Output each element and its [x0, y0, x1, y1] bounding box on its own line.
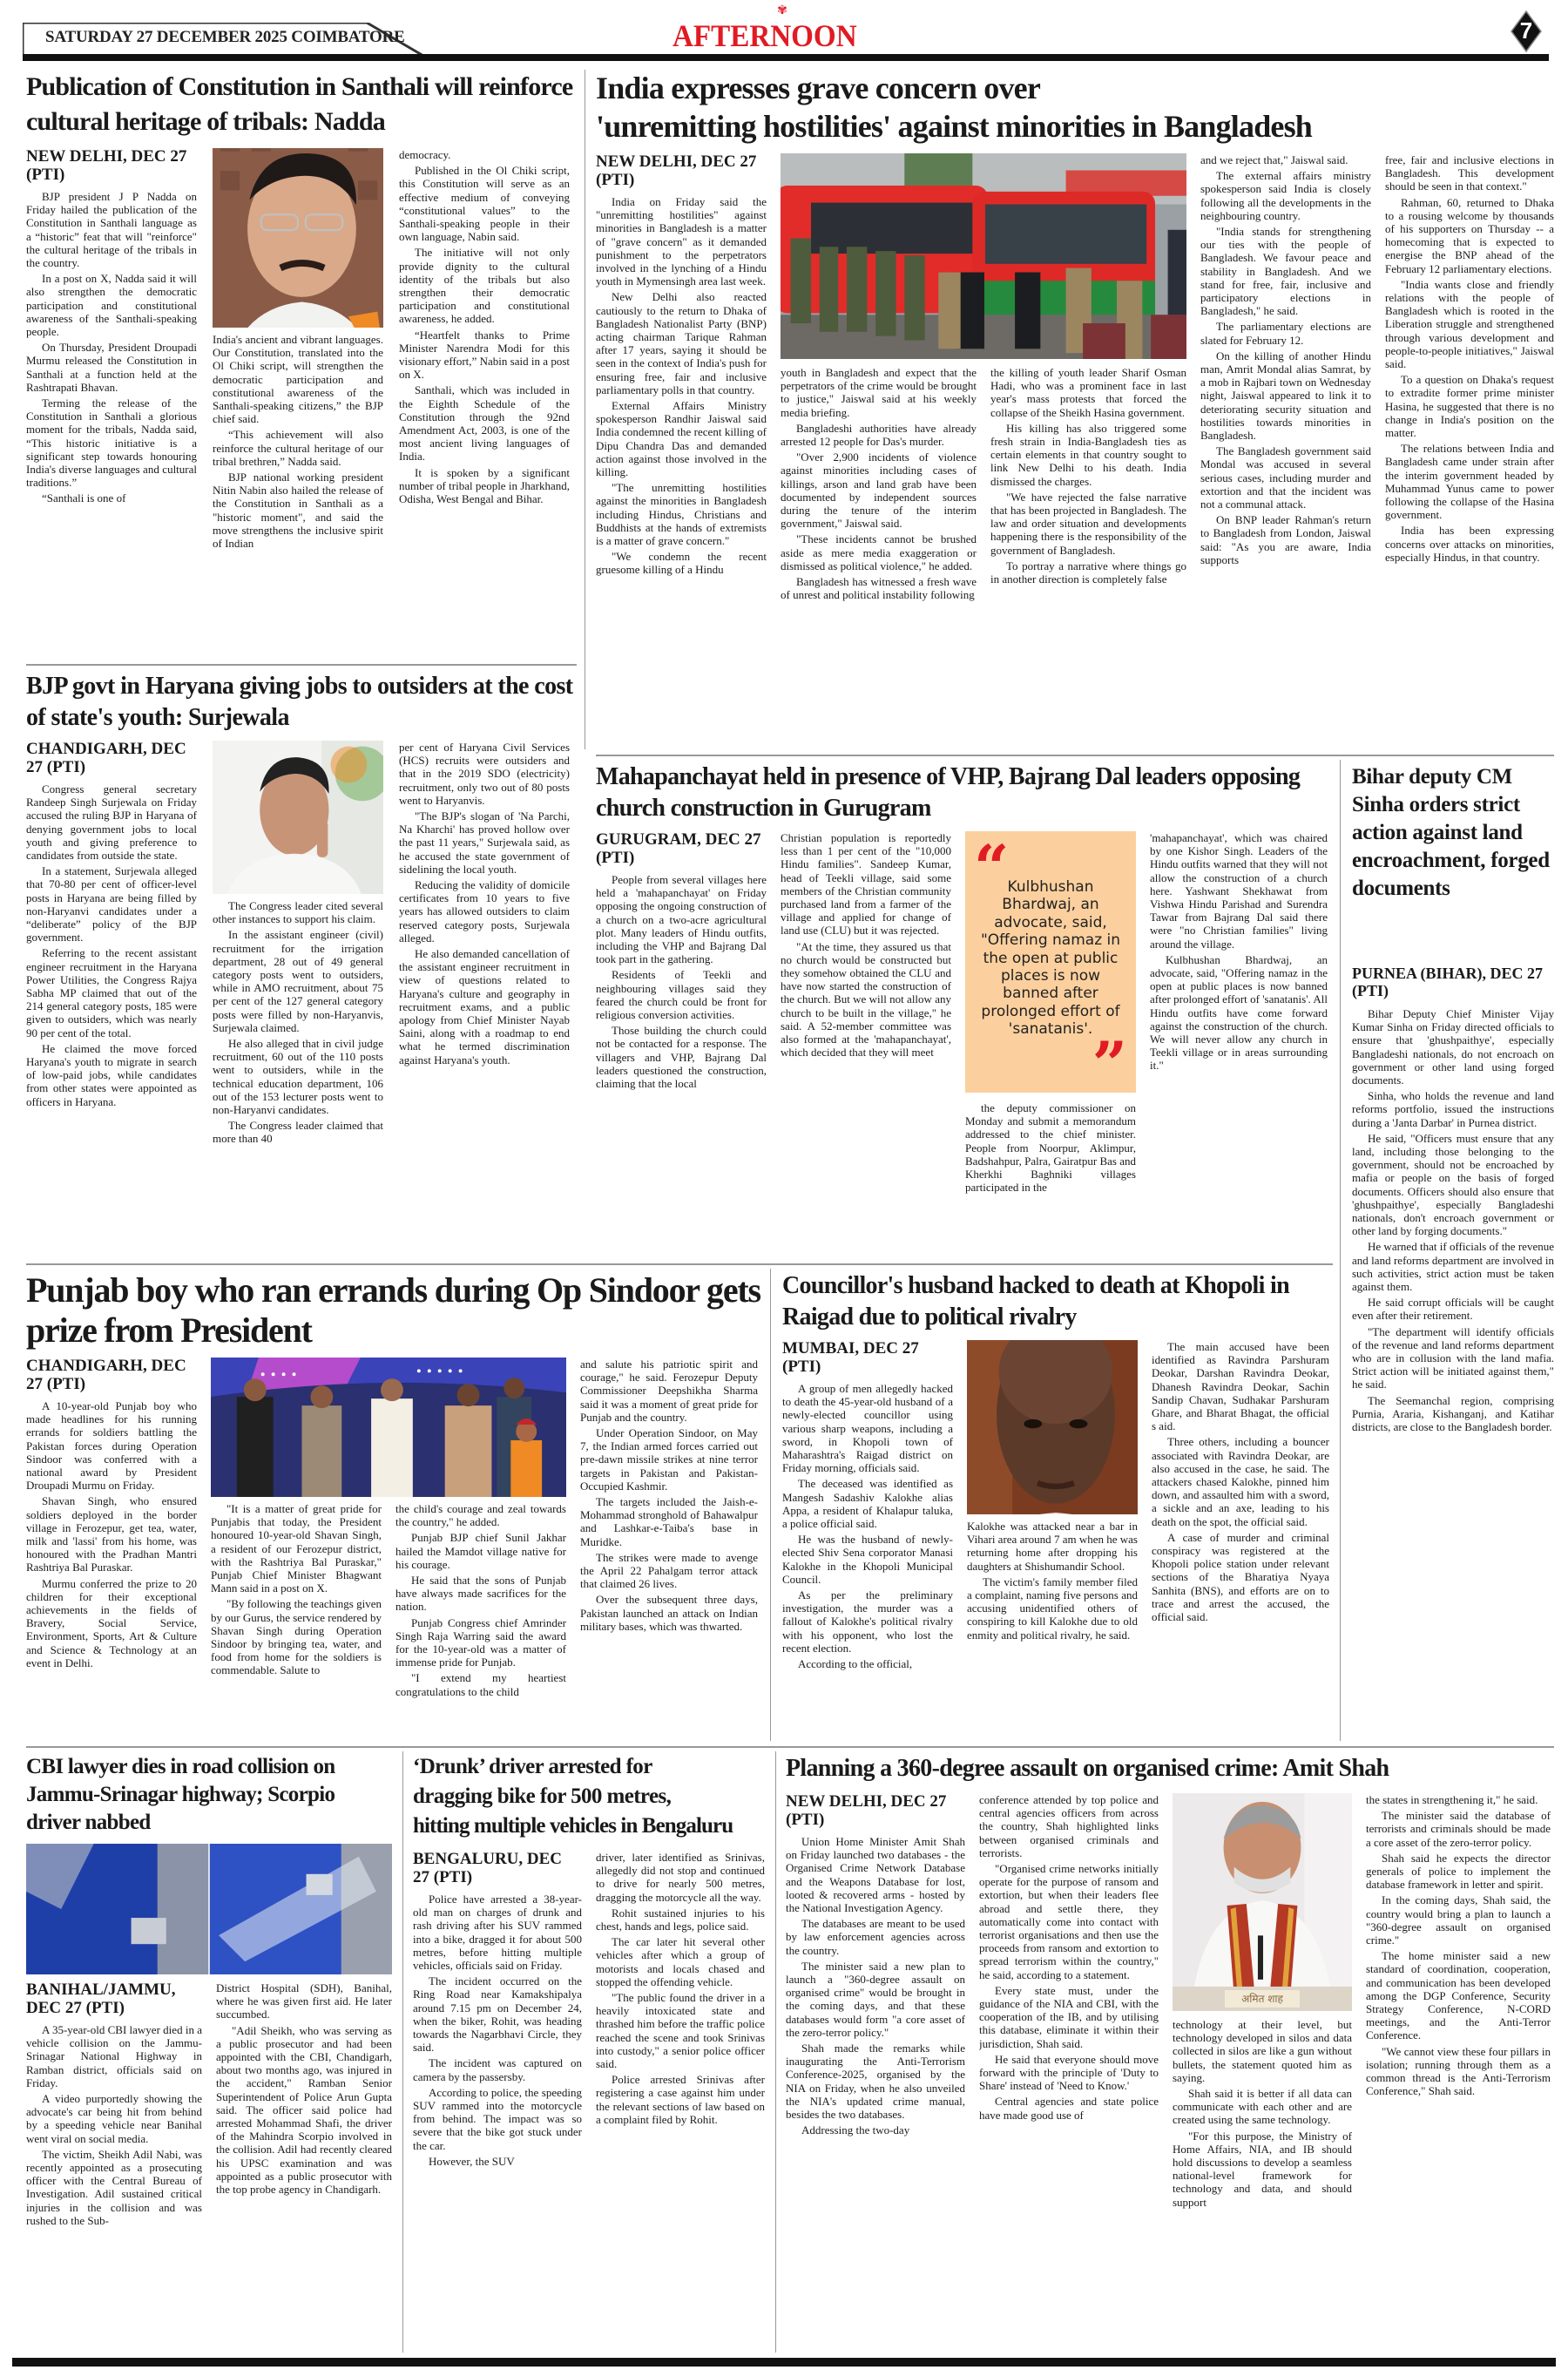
open-quote-icon: “ [974, 831, 1010, 904]
paragraph: "India wants close and friendly relations with the people of Bangladesh which is rooted in the Liberation struggle and strengthened through various development and people-to-people initiatives," Jaiswal said. [1385, 277, 1554, 371]
article-body-col5 [1385, 153, 1554, 748]
page-number-badge [1511, 10, 1542, 52]
article-headline: Bihar deputy CM Sinha orders strict action against land encroachment, forged documents [1352, 765, 1550, 900]
paragraph: Under Operation Sindoor, on May 7, the Indian armed forces carried out pre-dawn missile strikes at nine terror targets in Pakistan and Pakistan-Occupied Kashmir. [580, 1426, 758, 1493]
paragraph: "The public found the driver in a heavily intoxicated state and thrashed him before the traffic police reached the scene and took Srinivas into custody," a senior police officer said. [596, 1991, 765, 2071]
masthead [0, 0, 1568, 66]
paragraph: Bangladesh has witnessed a fresh wave of unrest and political instability following [781, 575, 977, 602]
paragraph: Addressing the two-day [801, 2123, 910, 2137]
masthead-rule [23, 54, 1549, 61]
article-body-col1 [26, 782, 197, 1256]
paragraph: Christian population is reportedly less than 1 per cent of the "10,000 Hindu families". Sandeep Kumar, head of Teekli village, said some members of the Christian community purchased land from a farmer of the village and applied for change of land use (CLU) but it was rejected. [781, 831, 951, 938]
pull-quote [965, 831, 1136, 1100]
article-body-col2 [967, 1520, 1138, 1739]
paragraph: In a post on X, Nadda said it will also strengthen the democratic participation and constitutional awareness of the Santhali-speaking people. [26, 272, 197, 339]
paragraph: On the killing of another Hindu man, Amrit Mondal alias Samrat, by a mob in Rajbari town on Wednesday night, Jaiswal appeared to link it to deteriorating security situation and hostilities towards minorities in Bangladesh. [1200, 349, 1371, 443]
paragraph: External Affairs Ministry spokesperson Randhir Jaiswal said India condemned the recent killing of Dipu Chandra Das and demanded action against those involved in the killing. [596, 399, 767, 479]
paragraph: He said that everyone should move forward with the principle of 'Duty to Share' instead of 'Need to Know.' [979, 2052, 1159, 2093]
paragraph: In the assistant engineer (civil) recruitment for the irrigation department, 28 out of 49 general category posts went to outsiders, while in AMO recruitment, about 75 per cent of the 127 general category posts were filled by non-Haryanvis, Surjewala claimed. [213, 928, 383, 1034]
paragraph: and we reject that," Jaiswal said. [1200, 153, 1348, 166]
paragraph: conference attended by top police and central agencies officers from across the country, Shah highlighted links between organised criminals and terrorists. [979, 1793, 1159, 1859]
paragraph: Those building the church could not be contacted for a response. The villagers and VHP, Bajrang Dal leaders questioned the construction, claiming that the local [596, 1024, 767, 1091]
paragraph: The targets included the Jaish-e-Mohammad stronghold of Bahawalpur and Lashkar-e-Taiba's base in Muridke. [580, 1495, 758, 1548]
paragraph: driver, later identified as Srinivas, allegedly did not stop and continued to drive for nearly 500 metres, dragging the motorcycle all the way. [596, 1851, 765, 1904]
paragraph: Shah said it is better if all data can communicate with each other and are created using the same technology. [1173, 2087, 1352, 2127]
article-body-col1 [26, 2023, 202, 2353]
paragraph: India on Friday said the "unremitting hostilities" against minorities in Bangladesh is a matter of "grave concern" as it demanded punishment to the perpetrators involved in the lynching of a Hindu youth in Mymensingh area last week. [596, 195, 767, 288]
paragraph: He claimed the move forced Haryana's youth to migrate in search of low-paid jobs, while candidates from other states were appointed as officers in Haryana. [26, 1041, 197, 1108]
article-dateline: PURNEA (BIHAR), DEC 27 (PTI) [1352, 965, 1544, 999]
paragraph: A video purportedly showing the advocate's car being hit from behind by a speeding vehicle near Banihal went viral on social media. [26, 2092, 202, 2145]
article-body-col1 [413, 1893, 582, 2353]
paragraph: "Adil Sheikh, who was serving as a public prosecutor and had been appointed with the CBI, Chandigarh, about two months ago, was injured in the accident," Ramban Senior Superintendent of Police Arun Gupta said. The officer said police had arrested Mohammad Shafi, the driver of the Mahindra Scorpio involved in the collision. Adil had recently cleared his UPSC examination and was appointed as a public prosecutor with the top probe agency in Chandigarh. [216, 2023, 392, 2197]
paragraph: Kalokhe was attacked near a bar in Vihari area around 7 am when he was returning home after dropping his daughters at Shishumandir School. [967, 1520, 1138, 1573]
article-dateline: BANIHAL/JAMMU, DEC 27 (PTI) [26, 1981, 176, 2017]
article-mahapanchayat [596, 762, 1333, 1258]
article-body-col3 [965, 1101, 1136, 1256]
article-headline: Mahapanchayat held in presence of VHP, Bajrang Dal leaders opposing church construction in Gurugram [596, 763, 1301, 822]
paragraph: The parliamentary elections are slated for February 12. [1200, 320, 1371, 347]
paragraph: The home minister said a new standard of coordination, cooperation, and communication has been developed among the DGP Conference, Security Strategy Conference, N-CORD meetings, and the Anti-Terror Conference. [1366, 1949, 1551, 2042]
paragraph: Three others, including a bouncer associated with Ravindra Deokar, are also accused in the case, he said. The attackers chased Kalokhe, pinned him down, and assaulted him with a sword, a sickle and an axe, leading to his death on the spot, the official said. [1152, 1435, 1329, 1528]
section-divider [596, 755, 1554, 756]
article-body-col3 [399, 148, 570, 657]
paragraph: His killing has also triggered some fresh strain in India-Bangladesh ties as certain elements in that country sought to link New Delhi to his death. India dismissed the charges. [990, 421, 1186, 488]
photo-nameplate: अमित शाह [1225, 1990, 1300, 2008]
article-dateline: GURUGRAM, DEC 27 (PTI) [596, 830, 761, 867]
crash-cctv-photo [26, 1844, 392, 1974]
article-body-col2 [213, 333, 383, 657]
article-body-col2 [979, 1793, 1159, 2353]
paragraph: People from several villages here held a 'mahapanchayat' on Friday opposing the ongoing construction of a church on a two-acre agricultural plot. Many leaders of Hindu outfits, including the VHP and Bajrang Dal took part in the gathering. [596, 873, 767, 966]
paragraph: the child's courage and zeal towards the country," he added. [395, 1502, 566, 1529]
paragraph: “This achievement will also reinforce the cultural heritage of our tribal brethren,” Nadda said. [213, 428, 383, 468]
paragraph: The incident was captured on camera by the passersby. [413, 2056, 582, 2083]
paragraph: technology at their level, but technology developed in silos and data collected in silos are like a gun without bullets, the statement quoted him as saying. [1173, 2018, 1352, 2084]
paragraph: 'mahapanchayat', which was chaired by one Kishor Singh. Leaders of the Hindu outfits warned that they will not allow the construction of a church here. Yashwant Shekhawat from Vishwa Hindu Parishad and Surendra Tawar from Bajrang Dal said there were "no Christian families" living around the village. [1150, 831, 1328, 951]
paragraph: Central agencies and state police have made good use of [979, 2095, 1159, 2122]
paragraph: "Organised crime networks initially operate for the purpose of ransom and extortion, but when their leaders flee abroad and settle there, they automatically come into contact with terrorist organisations and then use the proceeds from ransom and extortion to spread terrorism within the country," he said, according to a statement. [979, 1862, 1159, 1981]
page-number: 7 [1519, 17, 1533, 44]
paper-title: AFTERNOON [672, 18, 857, 53]
article-dateline: CHANDIGARH, DEC 27 (PTI) [26, 740, 186, 776]
paragraph: Shavan Singh, who ensured soldiers deployed in the border village in Ferozepur, get tea, water, milk and 'lassi' from his home, was honoured with the Pradhan Mantri Rashtriya Bal Puraskar. [26, 1494, 197, 1574]
paragraph: "The BJP's slogan of 'Na Parchi, Na Kharchi' has proved hollow over the past 11 years," Surjewala said, as he accused the state government of sidelining the local youth. [399, 809, 570, 876]
paragraph: On BNP leader Rahman's return to Bangladesh from London, Jaiswal said: "As you are aware, India supports [1200, 513, 1371, 566]
article-body-col1 [786, 1835, 965, 2353]
article-haryana [26, 671, 577, 1258]
paragraph: District Hospital (SDH), Banihal, where he was given first aid. He later succumbed. [216, 1981, 392, 2021]
article-body-col3 [395, 1502, 566, 1739]
paragraph: He said corrupt officials will be caught even after their retirement. [1352, 1296, 1554, 1323]
footer-rule [12, 2358, 1556, 2367]
paragraph: The external affairs ministry spokesperson said India is closely following all the developments in the neighbouring country. [1200, 169, 1371, 222]
section-divider [26, 1746, 1554, 1748]
paragraph: India has been expressing concerns over attacks on minorities, especially Hindus, in that country. [1385, 524, 1554, 564]
article-councillor [782, 1270, 1333, 1741]
paragraph: The victim, Sheikh Adil Nabi, was recently appointed as a prosecuting officer with the Central Bureau of Investigation. Adil sustained critical injuries in the collision and was rushed to the Sub- [26, 2147, 202, 2227]
article-body-col2 [781, 366, 977, 748]
article-dateline: BENGALURU, DEC 27 (PTI) [413, 1850, 563, 1886]
article-headline-line1: ‘Drunk’ driver arrested for [413, 1755, 652, 1778]
paragraph: Santhali, which was included in the Eighth Schedule of the Constitution through the 92nd Amendment Act, 2003, is one of the most ancient living languages of India. [399, 383, 570, 464]
article-body-col3 [1173, 2018, 1352, 2353]
paragraph: "It is a matter of great pride for Punjabis that today, the President honoured 10-year-old Shavan Singh, a resident of our Ferozepur district, with the Rashtriya Bal Puraskar," Punjab Chief Minister Bhagwant Mann said in a post on X. [211, 1502, 382, 1595]
article-body-col2 [781, 831, 951, 1256]
paragraph: New Delhi also reacted cautiously to the return to Dhaka of Bangladesh Nationalist Party (BNP) acting chairman Tarique Rahman after 17 years, saying it should be seen in the context of India's push for ensuring free, fair and inclusive parliamentary polls in that country. [596, 290, 767, 396]
paragraph: He said, "Officers must ensure that any land, including those belonging to the government, should not be encroached by mafia or people on the basis of forged documents. Officers should also ensure that 'ghushpaithye', especially Bangladeshi nationals, don't encroach government or other land by forging documents." [1352, 1131, 1554, 1238]
paragraph: Congress general secretary Randeep Singh Surjewala on Friday accused the ruling BJP in Haryana of denying government jobs to local youth and giving preference to candidates from outside the state. [26, 782, 197, 863]
paragraph: Published in the Ol Chiki script, this Constitution will serve as an effective medium of conveying “constitutional values” to the Santhali-speaking people in their own language, Nabin said. [399, 164, 570, 244]
paragraph: BJP president J P Nadda on Friday hailed the publication of the Constitution in Santhali language as a “historic” feat that will "reinforce" the cultural heritage of the tribals in the country. [26, 190, 197, 270]
paragraph: "India stands for strengthening our ties with the people of Bangladesh. We favour peace and stability in Bangladesh. And we stand for free, fair, inclusive and participatory elections in Bangladesh," he said. [1200, 225, 1371, 318]
column-divider [402, 1751, 403, 2353]
article-body-col2 [596, 1851, 765, 2353]
paragraph: It is spoken by a significant number of tribal people in Jharkhand, Odisha, West Bengal and Bihar. [399, 465, 570, 506]
paragraph: the deputy commissioner on Monday and submit a memorandum addressed to the chief minister. People from Noorpur, Aklimpur, Badshahpur, Palra, Gairatpur Bas and Kherkhi Baghniki villages participated in the [965, 1101, 1136, 1195]
article-punjab [26, 1270, 763, 1741]
paragraph: "For this purpose, the Ministry of Home Affairs, NIA, and IB should hold discussions to develop a seamless national-level framework for technology and data, and should support [1173, 2129, 1352, 2209]
article-dateline: CHANDIGARH, DEC 27 (PTI) [26, 1357, 186, 1393]
victim-photo [967, 1340, 1138, 1514]
paragraph: democracy. [399, 148, 451, 161]
column-divider [775, 1751, 776, 2353]
article-body-col2 [213, 899, 383, 1256]
paragraph: "We have rejected the false narrative that has been projected in Bangladesh. The law and order situation and developments happening there is the responsibility of the government of Bangladesh. [990, 490, 1186, 557]
article-body-col1 [26, 190, 197, 657]
paragraph: To portray a narrative where things go in another direction is completely false [990, 559, 1186, 586]
paragraph: He said that the sons of Punjab have always made sacrifices for the nation. [395, 1574, 566, 1614]
paragraph: The databases are meant to be used by law enforcement agencies across the country. [786, 1917, 965, 1957]
article-headline-line1: India expresses grave concern over [596, 71, 1041, 105]
paragraph: In a statement, Surjewala alleged that 70-80 per cent of officer-level posts in Haryana are being filled by non-Haryanvi candidates under a “deliberate” policy of the BJP government. [26, 864, 197, 945]
paragraph: A 35-year-old CBI lawyer died in a vehicle collision on the Jammu-Srinagar National Highway in Ramban district, officials said on Friday. [26, 2023, 202, 2089]
article-headline: BJP govt in Haryana giving jobs to outsiders at the cost of state's youth: Surjewala [26, 673, 573, 731]
paragraph: Punjab Congress chief Amrinder Singh Raja Warring said the award for the 10-year-old was a matter of immense pride for Punjab. [395, 1615, 566, 1669]
paragraph: According to police, the speeding SUV rammed into the motorcycle from behind. The impact was so severe that the bike got stuck under the car. [413, 2085, 582, 2152]
paragraph: Rahman, 60, returned to Dhaka to a rousing welcome by thousands of his supporters on Thursday -- a homecoming that is expected to energise the BNP ahead of the February 12 parliamentary elections. [1385, 195, 1554, 275]
paragraph: “Santhali is one of [42, 491, 126, 505]
article-body-col2 [216, 1981, 392, 2353]
issue-dateline: SATURDAY 27 DECEMBER 2025 COIMBATORE [45, 28, 405, 46]
article-headline: Councillor's husband hacked to death at Khopoli in Raigad due to political rivalry [782, 1272, 1289, 1331]
paragraph: As per the preliminary investigation, the murder was a fallout of Kalokhe's political rivalry with his opponent, who lost the recent election. [782, 1588, 953, 1655]
article-bangladesh [596, 70, 1554, 749]
paragraph: the killing of youth leader Sharif Osman Hadi, who was a prominent face in last year's mass protests that forced the collapse of the Sheikh Hasina government. [990, 366, 1186, 419]
paragraph: Shah made the remarks while inaugurating the Anti-Terrorism Conference-2025, organised by the NIA on Friday, when he also unveiled the NIA's updated crime manual, besides the two databases. [786, 2042, 965, 2122]
paragraph: The Congress leader cited several other instances to support his claim. [213, 899, 383, 926]
paragraph: A case of murder and criminal conspiracy was registered at the Khopoli police station under relevant sections of the Bharatiya Nyaya Sanhita (BNS), and efforts are on to trace and arrest the accused, the official said. [1152, 1530, 1329, 1624]
paragraph: Police have arrested a 38-year-old man on charges of drunk and rash driving after his SUV rammed into a bike, dragged it for about 500 metres, before hitting multiple vehicles, officials said on Friday. [413, 1893, 582, 1973]
article-cbi [26, 1753, 392, 2354]
article-drunk-driver [413, 1753, 765, 2354]
column-divider [770, 1269, 771, 1741]
paragraph: free, fair and inclusive elections in Bangladesh. This development should be seen in that context." [1385, 153, 1554, 193]
article-dateline: NEW DELHI, DEC 27 (PTI) [786, 1792, 947, 1829]
amit-shah-photo [1173, 1793, 1352, 2011]
paragraph: The Seemanchal region, comprising Purnia, Araria, Kishanganj, and Katihar districts, are close to the Bangladesh border. [1352, 1393, 1554, 1434]
article-santhali [26, 70, 577, 659]
section-divider [26, 1263, 1333, 1265]
article-headline-line2: 'unremitting hostilities' against minorities in Bangladesh [596, 109, 1313, 144]
pull-quote-text: Kulbhushan Bhardwaj, an advocate, said, "Offering namaz in the open at public places is now banned after prolonged effort of 'sanatanis'. [980, 878, 1121, 1039]
paragraph: Kulbhushan Bhardwaj, an advocate, said, "Offering namaz in the open at public places is now banned after prolonged effort of 'sanatanis'. All Hindu outfits have come forward against the construction of the church. We will never allow any church in Teekli village or in areas surrounding it." [1150, 952, 1328, 1073]
paragraph: Police arrested Srinivas after registering a case against him under the relevant sections of law based on a complaint filed by Rohit. [596, 2073, 765, 2126]
paragraph: Bihar Deputy Chief Minister Vijay Kumar Sinha on Friday directed officials to ensure that 'ghushpaithye', especially Bangladeshi nationals, do not encroach on government or other land using forged documents. [1352, 1007, 1554, 1087]
article-body-col1 [26, 1399, 197, 1739]
paragraph: Referring to the recent assistant engineer recruitment in the Haryana Power Utilities, the Congress Rajya Sabha MP claimed that out of the 214 general category posts, 185 were given to outsiders, which was nearly 90 per cent of the total. [26, 946, 197, 1039]
paragraph: The initiative will not only provide dignity to the cultural identity of the tribals but also strengthen their democratic participation and constitutional awareness, he added. [399, 246, 570, 326]
paragraph: The deceased was identified as Mangesh Sadashiv Kalokhe alias Appa, a resident of Khalapur taluka, a police official said. [782, 1477, 953, 1531]
paragraph: Over the subsequent three days, Pakistan launched an attack on Indian military bases, which was thwarted. [580, 1593, 758, 1633]
article-headline: Punjab boy who ran errands during Op Sindoor gets prize from President [26, 1270, 760, 1350]
paragraph: BJP national working president Nitin Nabin also hailed the release of the Constitution in Santhali as a "historic moment", and said the move strengthens the inclusive spirit of Indian [213, 471, 383, 551]
article-body-col2 [211, 1502, 382, 1739]
paragraph: "We condemn the recent gruesome killing of a Hindu [596, 550, 767, 577]
paragraph: Terming the release of the Constitution in Santhali a glorious moment for the tribals, Nadda said, “This historic initiative is a significant step towards honouring India's diverse languages and cultural traditions.” [26, 396, 197, 490]
award-ceremony-photo [211, 1358, 566, 1497]
paragraph: "The department will identify officials of the revenue and land reforms department who are in collusion with the land mafia. Strict action will be initiated against them," he said. [1352, 1324, 1554, 1392]
paragraph: He also demanded cancellation of the assistant engineer recruitment in view of questions related to Haryana's culture and geography in recruitment exams, and a public apology from Chief Minister Nayab Saini, along with a roadmap to end what he termed discrimination against Haryana's youth. [399, 947, 570, 1066]
paragraph: Punjab BJP chief Sunil Jakhar hailed the Mamdot village native for his courage. [395, 1531, 566, 1571]
portrait-illustration [213, 741, 383, 894]
paragraph: The Bangladesh government said Mondal was accused in several serious cases, including murder and extortion and that the incident was not a communal attack. [1200, 444, 1371, 511]
portrait-illustration [967, 1340, 1138, 1514]
portrait-illustration [213, 148, 383, 328]
paragraph: "The unremitting hostilities against the minorities in Bangladesh including Hindus, Christians and Buddhists at the hands of extremists is a matter of grave concern." [596, 481, 767, 548]
paragraph: "Over 2,900 incidents of violence against minorities including cases of killings, arson and land grab have been documented by independent sources during the tenure of the interim government," Jaiswal said. [781, 450, 977, 531]
article-amit-shah [786, 1753, 1554, 2354]
article-body-col1 [596, 873, 767, 1256]
paragraph: Every state must, under the guidance of the NIA and CBI, with the cooperation of the IB, and by utilising this database, eliminate it within their jurisdiction, Shah said. [979, 1983, 1159, 2050]
paragraph: youth in Bangladesh and expect that the perpetrators of the crime would be brought to justice," Jaiswal said at his weekly media briefing. [781, 366, 977, 419]
nadda-photo [213, 148, 383, 328]
paragraph: The minister said a new plan to launch a "360-degree assault on organised crime" would be brought in the coming days, and that these databases would form "a core asset of the zero-terror policy." [786, 1959, 965, 2039]
paragraph: In the coming days, Shah said, the country would bring a plan to launch a "360-degree assault on organised crime." [1366, 1893, 1551, 1947]
paragraph: and salute his patriotic spirit and courage," he said. Ferozepur Deputy Commissioner Deepshikha Sharma said it was a moment of great pride for Punjab and the country. [580, 1358, 758, 1424]
paragraph: "By following the teachings given by our Gurus, the service rendered by Shavan Singh during Operation Sindoor by bringing tea, water, and food from home for the soldiers is commendable. Salute to [211, 1597, 382, 1677]
article-headline-line2: dragging bike for 500 metres, [413, 1784, 672, 1808]
paragraph: Bangladeshi authorities have already arrested 12 people for Das's murder. [781, 421, 977, 449]
section-divider [26, 664, 577, 666]
paragraph: According to the official, [798, 1657, 913, 1671]
paragraph: The relations between India and Bangladesh came under strain after the interim government headed by Muhammad Yunus came to power following the collapse of the Hasina government. [1385, 442, 1554, 522]
paragraph: Murmu conferred the prize to 20 children for their exceptional achievements in the fields of Bravery, Social Service, Environment, Sports, Art & Culture and Science & Technology at an event in Delhi. [26, 1576, 197, 1669]
paragraph: The strikes were made to avenge the April 22 Pahalgam terror attack that claimed 26 lives. [580, 1550, 758, 1591]
ceremony-illustration [211, 1358, 566, 1497]
article-headline-line3: hitting multiple vehicles in Bengaluru [413, 1814, 733, 1838]
paragraph: The car later hit several other vehicles after which a group of motorists and locals chased and stopped the offending vehicle. [596, 1935, 765, 1988]
paragraph: He warned that if officials of the revenue and land reforms department are involved in such activities, strict action must be taken against them. [1352, 1240, 1554, 1294]
portrait-illustration [1173, 1793, 1352, 2011]
paragraph: "We cannot view these four pillars in isolation; running through them as a common thread is the Anti-Terrorism Conference," Shah said. [1366, 2044, 1551, 2098]
paragraph: Sinha, who holds the revenue and land reforms portfolio, issued the instructions during a 'Janta Darbar' in Purnea district. [1352, 1089, 1554, 1129]
article-body-col4 [1150, 831, 1328, 1256]
paragraph: A group of men allegedly hacked to death the 45-year-old husband of a newly-elected councillor using various sharp weapons, including a sword, in Khopoli town of Maharashtra's Raigad district on Friday morning, officials said. [782, 1382, 953, 1475]
paper-logo-icon: ✾ [777, 4, 787, 17]
paragraph: per cent of Haryana Civil Services (HCS) recruits were outsiders and that in the 2019 SDO (electricity) recruitment, only two out of 80 posts went to Haryanvis. [399, 741, 570, 807]
paragraph: the states in strengthening it," he said. [1366, 1793, 1538, 1806]
article-headline: Planning a 360-degree assault on organised crime: Amit Shah [786, 1755, 1389, 1782]
article-body-col4 [1200, 153, 1371, 748]
article-body-col4 [1366, 1793, 1551, 2353]
bangladesh-rally-photo [781, 153, 1186, 359]
paragraph: The victim's family member filed a complaint, naming five persons and accusing unidentified others of conspiring to kill Kalokhe due to old enmity and political rivalry, he said. [967, 1574, 1138, 1642]
article-bihar [1352, 763, 1554, 1741]
paragraph: “Heartfelt thanks to Prime Minister Narendra Modi for this visionary effort,” Nabin said in a post on X. [399, 328, 570, 382]
cctv-illustration [26, 1844, 392, 1974]
paragraph: "I extend my heartiest congratulations to the child [395, 1671, 566, 1698]
article-body-col3 [990, 366, 1186, 748]
article-dateline: NEW DELHI, DEC 27 (PTI) [596, 152, 757, 189]
article-headline: Publication of Constitution in Santhali will reinforce cultural heritage of tribals: Nadda [26, 72, 573, 136]
article-body-col1 [782, 1382, 953, 1739]
paragraph: To a question on Dhaka's request to extradite former prime minister Hasina, he suggested that there is no change in India's position on the matter. [1385, 373, 1554, 440]
article-dateline: MUMBAI, DEC 27 (PTI) [782, 1339, 919, 1376]
paragraph: Reducing the validity of domicile certificates from 10 years to five years has allowed outsiders to claim reserved category posts, Surjewala alleged. [399, 878, 570, 945]
paragraph: India's ancient and vibrant languages. Our Constitution, translated into the Ol Chiki script, will strengthen the democratic participation and constitutional awareness of the Santhali-speaking citizens,” the BJP chief said. [213, 333, 383, 426]
paragraph: Residents of Teekli and neighbouring villages said they feared the church could be front for religious conversion activities. [596, 968, 767, 1022]
surjewala-photo [213, 741, 383, 894]
article-body [1352, 1007, 1554, 1739]
paragraph: "These incidents cannot be brushed aside as mere media exaggeration or dismissed as political violence," he added. [781, 532, 977, 572]
paragraph: He also alleged that in civil judge recruitment, 60 out of the 110 posts went to outsiders, while in the technical education department, 106 out of the 153 lecturer posts went to non-Haryanvi candidates. [213, 1037, 383, 1117]
paragraph: On Thursday, President Droupadi Murmu released the Constitution in Santhali at a function held at the Rashtrapati Bhavan. [26, 341, 197, 394]
article-headline: CBI lawyer dies in road collision on Jammu-Srinagar highway; Scorpio driver nabbed [26, 1755, 335, 1834]
article-body-col3 [399, 741, 570, 1256]
article-dateline: NEW DELHI, DEC 27 (PTI) [26, 147, 187, 184]
paragraph: He was the husband of newly-elected Shiv Sena corporator Manasi Kalokhe in the Khopoli Municipal Council. [782, 1533, 953, 1586]
paragraph: Union Home Minister Amit Shah on Friday launched two databases - the Organised Crime Network Database and the Weapons Database for lost, looted & recovered arms - hosted by the National Investigation Agency. [786, 1835, 965, 1915]
rally-illustration [781, 153, 1186, 359]
paragraph: Rohit sustained injuries to his chest, hands and legs, police said. [596, 1906, 765, 1933]
article-body-col4 [580, 1358, 758, 1739]
paragraph: "At the time, they assured us that no church would be constructed but they somehow obtained the CLU and have now started the construction of the church. But we will not allow any church to be built in the village," he said. A 52-member committee was also formed at the 'mahapanchayat', which decided that they will meet [781, 939, 951, 1060]
paragraph: The incident occurred on the Ring Road near Kamakshipalya around 7.15 pm on December 24, when the biker, Rohit, was heading towards the Nagarbhavi Circle, they said. [413, 1974, 582, 2055]
paragraph: A 10-year-old Punjab boy who made headlines for his running errands for soldiers battling the Pakistan forces during Operation Sindoor was conferred with a national award by President Droupadi Murmu on Friday. [26, 1399, 197, 1493]
paragraph: However, the SUV [429, 2154, 515, 2168]
column-divider [1340, 760, 1341, 1741]
article-body-col3 [1152, 1340, 1329, 1739]
close-quote-icon: ” [1092, 1028, 1127, 1100]
article-body-col1 [596, 195, 767, 748]
paragraph: The minister said the database of terrorists and criminals should be made a core asset of the zero-terror policy. [1366, 1809, 1551, 1849]
paragraph: The main accused have been identified as Ravindra Parshuram Deokar, Darshan Ravindra Deokar, Dhanesh Ravindra Deokar, Sachin Sandip Chavan, Sudhakar Parshuram Ghare, and Bharat Bhagat, the official s aid. [1152, 1340, 1329, 1433]
paragraph: Shah said he expects the director generals of police to implement the database framework in letter and spirit. [1366, 1851, 1551, 1892]
paragraph: The Congress leader claimed that more than 40 [213, 1119, 383, 1146]
